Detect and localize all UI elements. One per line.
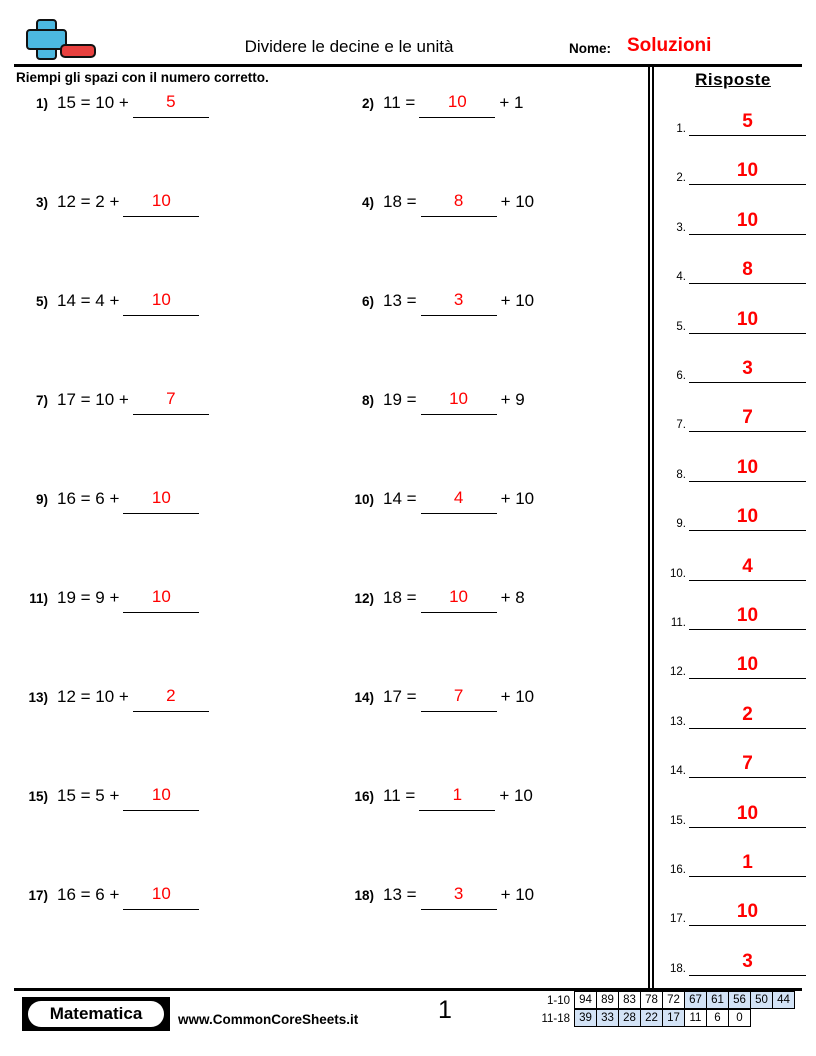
answer-blank[interactable]: 1 <box>419 780 495 811</box>
score-cell: 17 <box>662 1009 685 1027</box>
answer-key-value: 10 <box>689 158 806 185</box>
problem-number: 10) <box>354 492 374 507</box>
problem-expression: 19 = <box>383 390 417 409</box>
answer-key-value: 10 <box>689 899 806 926</box>
problem-expression: 17 = <box>383 687 417 706</box>
problem-expression-tail: + 10 <box>500 291 535 310</box>
problem-item <box>14 781 203 811</box>
problem-expression: 16 = 6 + <box>57 489 120 508</box>
answer-key-value: 10 <box>689 208 806 235</box>
score-cell: 67 <box>684 991 707 1009</box>
score-cell: 78 <box>640 991 663 1009</box>
worksheet-header <box>14 14 802 64</box>
answer-key-index: 5. <box>676 320 686 333</box>
answer-key-row <box>660 547 806 581</box>
answer-key-row <box>660 794 806 828</box>
answer-key-row <box>660 497 806 531</box>
answer-key-panel <box>660 66 806 975</box>
problem-number: 2) <box>361 96 374 111</box>
answer-key-index: 7. <box>676 419 686 432</box>
problem-item <box>14 88 213 118</box>
site-url: www.CommonCoreSheets.it <box>178 1012 359 1027</box>
answer-key-row <box>660 843 806 877</box>
answer-key-index: 3. <box>676 221 686 234</box>
answer-key-value: 2 <box>689 702 806 729</box>
answer-key-row <box>660 892 806 926</box>
problem-expression: 11 = <box>383 93 416 112</box>
answer-blank[interactable]: 7 <box>421 681 497 712</box>
score-table-row <box>529 1010 795 1028</box>
score-table-row <box>529 992 795 1010</box>
problem-item <box>14 583 203 613</box>
answer-blank[interactable]: 10 <box>123 285 199 316</box>
problem-expression-tail: + 8 <box>500 588 525 607</box>
problem-number: 6) <box>361 294 374 309</box>
score-cell: 56 <box>728 991 751 1009</box>
problem-number: 7) <box>35 393 48 408</box>
problem-item <box>340 385 525 415</box>
problem-expression-tail: + 10 <box>500 489 535 508</box>
score-cell: 11 <box>684 1009 707 1027</box>
problem-item <box>340 880 534 910</box>
problem-expression-tail: + 10 <box>500 192 535 211</box>
problem-expression: 15 = 5 + <box>57 786 120 805</box>
answer-key-value: 10 <box>689 652 806 679</box>
problem-number: 17) <box>28 888 48 903</box>
problem-expression: 13 = <box>383 885 417 904</box>
score-cell: 28 <box>618 1009 641 1027</box>
problem-item <box>340 484 534 514</box>
answer-key-value: 7 <box>689 405 806 432</box>
answer-key-value: 3 <box>689 949 806 976</box>
problem-expression: 12 = 2 + <box>57 192 120 211</box>
problem-item <box>14 385 213 415</box>
answer-key-value: 8 <box>689 257 806 284</box>
answer-key-index: 12. <box>670 666 686 679</box>
answer-blank[interactable]: 5 <box>133 87 209 118</box>
answer-key-index: 17. <box>670 913 686 926</box>
answer-blank[interactable]: 10 <box>123 582 199 613</box>
score-cell: 94 <box>574 991 597 1009</box>
instructions-text: Riempi gli spazi con il numero corretto. <box>16 70 269 85</box>
problem-item <box>340 583 525 613</box>
problem-number: 4) <box>361 195 374 210</box>
answer-key-title: Risposte <box>695 70 771 89</box>
answer-key-index: 4. <box>676 271 686 284</box>
problem-item <box>14 286 203 316</box>
answer-key-value: 4 <box>689 554 806 581</box>
divider-line-right <box>652 64 654 989</box>
page-number: 1 <box>438 996 452 1024</box>
problem-number: 11) <box>29 591 48 606</box>
problem-expression: 19 = 9 + <box>57 588 120 607</box>
problem-expression: 12 = 10 + <box>57 687 129 706</box>
score-cell: 6 <box>706 1009 729 1027</box>
problem-number: 16) <box>354 789 374 804</box>
problem-expression: 15 = 10 + <box>57 93 129 112</box>
answer-key-index: 18. <box>670 962 686 975</box>
answer-key-index: 16. <box>670 864 686 876</box>
problem-item <box>340 682 534 712</box>
problem-item <box>340 187 534 217</box>
problem-item <box>340 286 534 316</box>
problem-expression: 17 = 10 + <box>57 390 129 409</box>
answer-key-index: 2. <box>676 172 686 185</box>
answer-blank[interactable]: 2 <box>133 681 209 712</box>
plus-minus-icon <box>14 14 94 62</box>
problem-number: 14) <box>354 690 374 705</box>
brand-logo-label: Matematica <box>28 1001 164 1027</box>
problem-number: 9) <box>35 492 48 507</box>
answer-key-row <box>660 349 806 383</box>
problem-expression: 14 = <box>383 489 417 508</box>
answer-key-row <box>660 151 806 185</box>
answer-key-value: 10 <box>689 307 806 334</box>
brand-logo <box>22 997 170 1031</box>
answer-blank[interactable]: 3 <box>421 879 497 910</box>
answer-key-value: 10 <box>689 801 806 828</box>
answer-key-row <box>660 942 806 976</box>
problem-number: 15) <box>28 789 48 804</box>
vertical-divider <box>648 64 654 989</box>
score-cell: 89 <box>596 991 619 1009</box>
answer-key-row <box>660 250 806 284</box>
score-cell: 39 <box>574 1009 597 1027</box>
answer-key-row <box>660 695 806 729</box>
name-value: Soluzioni <box>627 35 712 56</box>
answer-blank[interactable]: 3 <box>421 285 497 316</box>
problem-item <box>340 781 533 811</box>
answer-blank[interactable]: 10 <box>421 582 497 613</box>
minus-icon <box>60 44 96 58</box>
problem-expression-tail: + 10 <box>500 687 535 706</box>
answer-key-value: 3 <box>689 356 806 383</box>
problem-number: 18) <box>354 888 374 903</box>
score-table <box>529 992 795 1028</box>
problem-grid <box>14 88 640 948</box>
problem-expression-tail: + 10 <box>499 786 533 805</box>
answer-key-value: 10 <box>689 504 806 531</box>
answer-blank[interactable]: 10 <box>419 87 495 118</box>
score-cell: 33 <box>596 1009 619 1027</box>
problem-number: 5) <box>35 294 48 309</box>
problem-expression-tail: + 9 <box>500 390 525 409</box>
problem-expression-tail: + 10 <box>500 885 535 904</box>
answer-blank[interactable]: 4 <box>421 483 497 514</box>
answer-key-value: 1 <box>689 850 806 877</box>
answer-key-row <box>660 398 806 432</box>
answer-blank[interactable]: 10 <box>123 186 199 217</box>
score-cell: 72 <box>662 991 685 1009</box>
problem-expression: 13 = <box>383 291 417 310</box>
answer-key-row <box>660 201 806 235</box>
problem-item <box>14 187 203 217</box>
problem-expression: 14 = 4 + <box>57 291 120 310</box>
divider-line-left <box>648 64 650 989</box>
answer-key-value: 5 <box>689 109 806 136</box>
score-cell: 0 <box>728 1009 751 1027</box>
problem-number: 8) <box>361 393 374 408</box>
answer-blank[interactable]: 10 <box>123 483 199 514</box>
answer-blank[interactable]: 8 <box>421 186 497 217</box>
answer-key-index: 8. <box>676 468 686 481</box>
score-cell: 22 <box>640 1009 663 1027</box>
answer-key-index: 10. <box>670 567 686 580</box>
problem-number: 13) <box>28 690 48 705</box>
answer-key-index: 6. <box>676 370 686 382</box>
problem-expression: 18 = <box>383 588 417 607</box>
score-row-label: 11-18 <box>541 1013 570 1025</box>
answer-key-row <box>660 645 806 679</box>
score-row-label: 1-10 <box>546 995 570 1007</box>
answer-key-index: 15. <box>670 814 686 827</box>
answer-blank[interactable]: 10 <box>123 879 199 910</box>
score-cell-empty <box>750 1009 773 1027</box>
score-cell: 44 <box>772 991 795 1009</box>
answer-key-row <box>660 300 806 334</box>
answer-blank[interactable]: 10 <box>123 780 199 811</box>
name-label: Nome: <box>569 41 612 56</box>
answer-key-value: 7 <box>689 751 806 778</box>
problem-expression: 16 = 6 + <box>57 885 120 904</box>
score-cell: 61 <box>706 991 729 1009</box>
answer-blank[interactable]: 10 <box>421 384 497 415</box>
problem-expression-tail: + 1 <box>499 93 524 112</box>
answer-key-index: 9. <box>676 518 686 531</box>
problem-item <box>14 880 203 910</box>
answer-key-index: 11. <box>670 617 686 629</box>
answer-key-index: 14. <box>670 765 686 778</box>
score-cell: 83 <box>618 991 641 1009</box>
plus-icon-center-fill <box>39 32 55 48</box>
problem-number: 3) <box>35 195 48 210</box>
answer-key-row <box>660 102 806 136</box>
score-cell-empty <box>772 1009 795 1027</box>
score-cell: 50 <box>750 991 773 1009</box>
answer-key-row <box>660 596 806 630</box>
problem-item <box>14 682 213 712</box>
answer-key-index: 1. <box>676 123 686 135</box>
answer-blank[interactable]: 7 <box>133 384 209 415</box>
answer-key-row <box>660 448 806 482</box>
answer-key-value: 10 <box>689 455 806 482</box>
problem-item <box>340 88 523 118</box>
answer-key-value: 10 <box>689 603 806 630</box>
answer-key-row <box>660 744 806 778</box>
problem-expression: 11 = <box>383 786 416 805</box>
problem-expression: 18 = <box>383 192 417 211</box>
problem-number: 1) <box>35 96 48 111</box>
problem-number: 12) <box>354 591 374 606</box>
answer-key-index: 13. <box>670 715 686 728</box>
problem-item <box>14 484 203 514</box>
page-title: Dividere le decine e le unità <box>244 37 454 56</box>
